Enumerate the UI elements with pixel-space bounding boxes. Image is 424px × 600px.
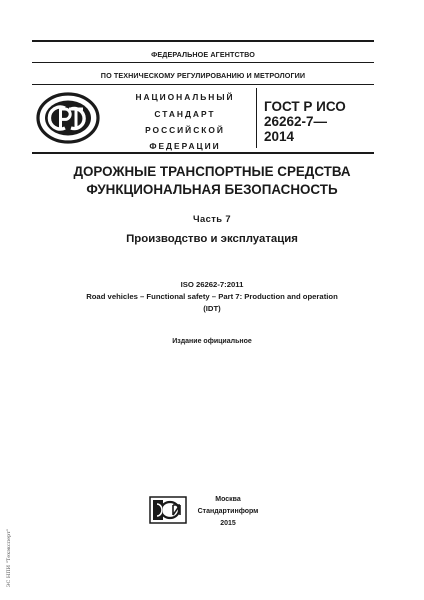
iso-english-title: Road vehicles – Functional safety – Part 7: Production and operation [86, 292, 338, 301]
rst-emblem-icon [36, 92, 100, 144]
agency-line-2: ПО ТЕХНИЧЕСКОМУ РЕГУЛИРОВАНИЮ И МЕТРОЛОГИИ [100, 71, 306, 80]
publisher-year: 2015 [220, 520, 236, 527]
header-divider-1 [32, 62, 374, 63]
standard-word-federation: ФЕДЕРАЦИИ [149, 141, 221, 151]
agency-line-1: ФЕДЕРАЛЬНОЕ АГЕНТСТВО [151, 50, 255, 59]
edition-label: Издание официальное [172, 338, 252, 345]
gost-code-line-1: ГОСТ Р ИСО [264, 99, 346, 114]
side-watermark-note: ЭС НПИ "Техэксперт" [6, 528, 12, 588]
iso-equivalence: (IDT) [203, 304, 221, 313]
standard-word-national: НАЦИОНАЛЬНЫЙ [135, 92, 235, 102]
header-divider-2 [32, 84, 374, 85]
standard-word-standard: СТАНДАРТ [154, 109, 216, 119]
publisher-name: Стандартинформ [197, 508, 259, 515]
document-title-line-2: ФУНКЦИОНАЛЬНАЯ БЕЗОПАСНОСТЬ [86, 182, 338, 197]
standard-word-russian: РОССИЙСКОЙ [145, 125, 225, 135]
standartinform-logo-icon [149, 496, 187, 524]
part-label: Часть 7 [193, 213, 231, 224]
header-box [32, 40, 374, 154]
document-subtitle: Производство и эксплуатация [126, 233, 298, 245]
header-vertical-divider [256, 88, 257, 148]
gost-code [264, 99, 346, 144]
gost-code-line-3: 2014 [264, 129, 295, 144]
publisher-city: Москва [215, 496, 241, 503]
gost-code-line-2: 26262-7— [264, 114, 328, 129]
document-title-line-1: ДОРОЖНЫЕ ТРАНСПОРТНЫЕ СРЕДСТВА [73, 164, 351, 179]
iso-reference: ISO 26262-7:2011 [180, 280, 244, 289]
